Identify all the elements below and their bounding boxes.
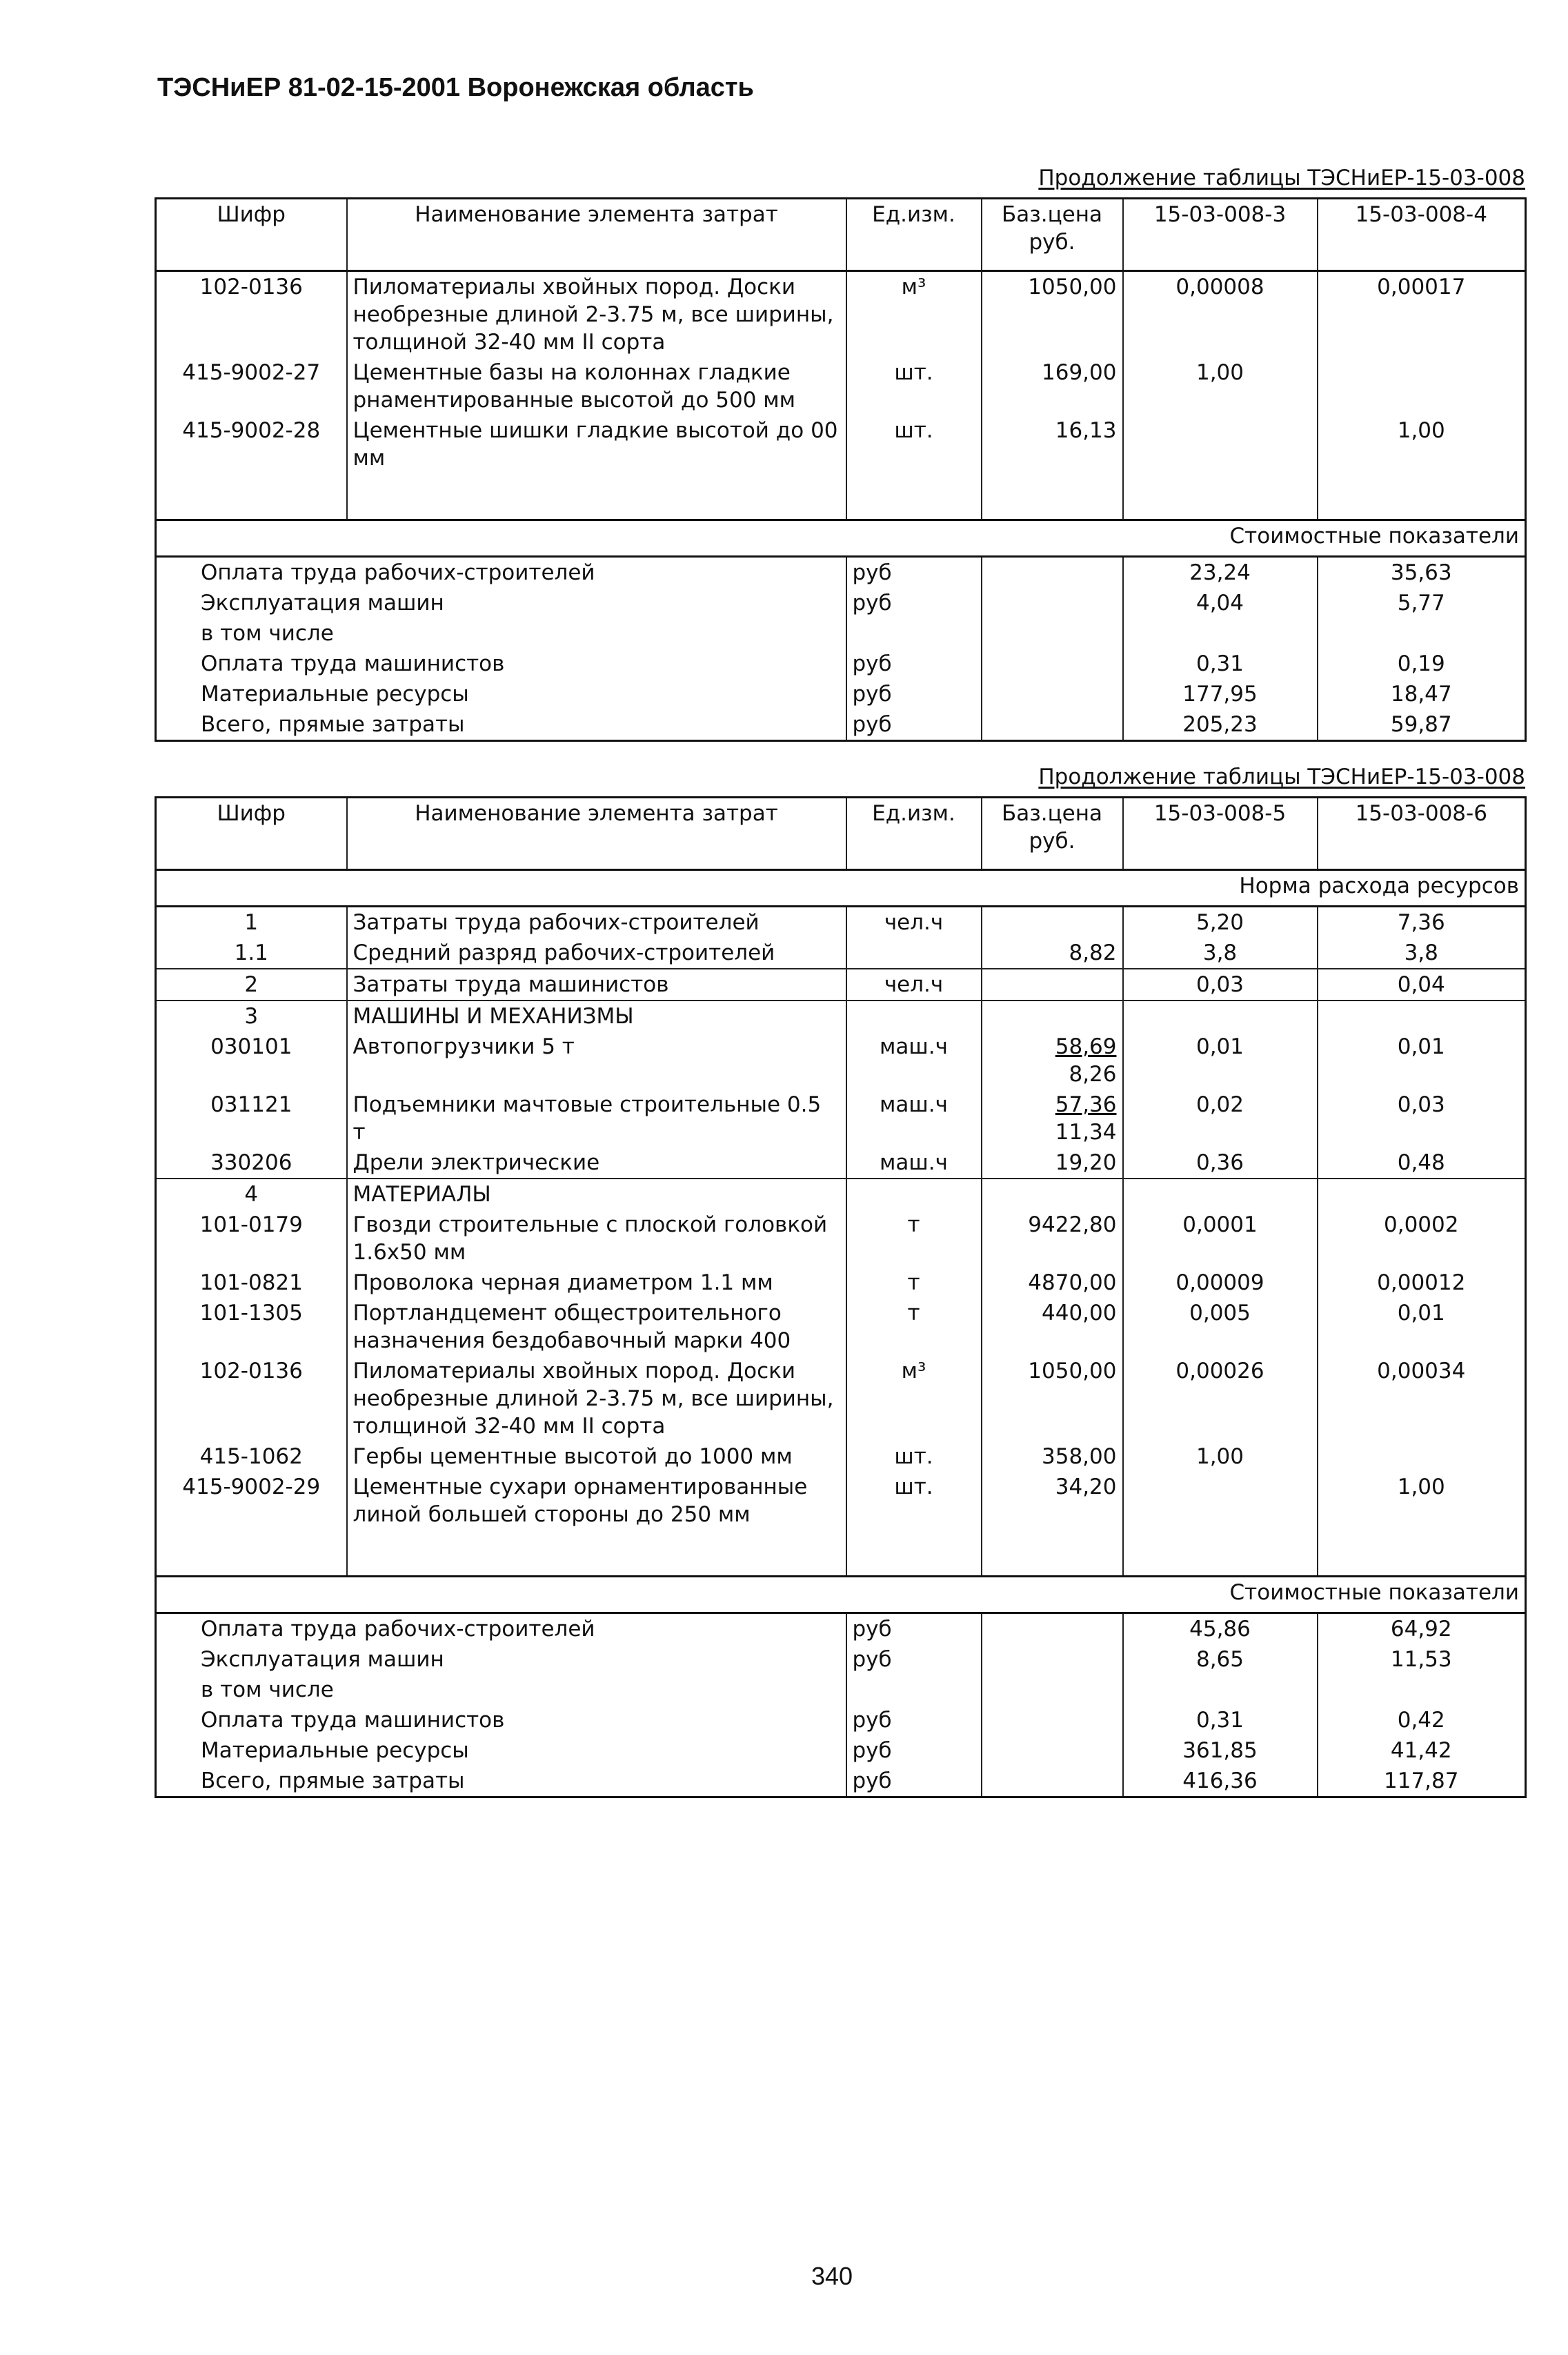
- cost-value-a: 177,95: [1123, 679, 1318, 709]
- resource-name: Гербы цементные высотой до 1000 мм: [347, 1441, 846, 1472]
- cost-empty: [982, 1735, 1123, 1766]
- resource-name: Автопогрузчики 5 т: [347, 1032, 846, 1090]
- resource-price: 16,13: [982, 415, 1123, 473]
- resource-name: Затраты труда машинистов: [347, 969, 846, 1001]
- resource-unit: шт.: [846, 415, 982, 473]
- col-b-header: 15-03-008-4: [1318, 199, 1526, 271]
- table-row: [156, 271, 1526, 358]
- cost-section-header-label: Стоимостные показатели: [156, 1577, 1526, 1613]
- resource-unit: м³: [846, 271, 982, 358]
- norm-value-a: 0,00026: [1123, 1356, 1318, 1441]
- resource-unit: шт.: [846, 1441, 982, 1472]
- cost-row: [156, 649, 1526, 679]
- resource-code: 102-0136: [156, 1356, 347, 1441]
- gap-cell: [156, 473, 347, 520]
- norm-value-b: [1318, 1179, 1526, 1210]
- norm-value-b: 3,8: [1318, 938, 1526, 969]
- cost-empty: [982, 1644, 1123, 1675]
- resource-unit: маш.ч: [846, 1032, 982, 1090]
- cost-label: Всего, прямые затраты: [156, 1766, 846, 1797]
- norm-value-b: 0,04: [1318, 969, 1526, 1001]
- resource-table-1: [155, 197, 1527, 742]
- cost-unit: руб: [846, 557, 982, 589]
- resource-price: 8,82: [982, 938, 1123, 969]
- col-price-header: Баз.цена руб.: [982, 199, 1123, 271]
- col-price-header: Баз.цена руб.: [982, 798, 1123, 870]
- cost-empty: [982, 557, 1123, 589]
- cost-empty: [982, 1766, 1123, 1797]
- cost-value-a: 361,85: [1123, 1735, 1318, 1766]
- cost-label: Материальные ресурсы: [156, 1735, 846, 1766]
- resource-unit: шт.: [846, 357, 982, 415]
- resource-code: 1.1: [156, 938, 347, 969]
- col-a-header: 15-03-008-5: [1123, 798, 1318, 870]
- norm-section-header-label: Норма расхода ресурсов: [156, 870, 1526, 907]
- norm-value-a: 0,02: [1123, 1090, 1318, 1147]
- price-secondary: 11,34: [1055, 1120, 1117, 1145]
- cost-row: [156, 709, 1526, 741]
- table-row: [156, 1032, 1526, 1090]
- gap-cell: [156, 1530, 347, 1577]
- cost-section-header-label: Стоимостные показатели: [156, 520, 1526, 557]
- col-a-header: 15-03-008-3: [1123, 199, 1318, 271]
- col-name-header: Наименование элемента затрат: [347, 199, 846, 271]
- resource-price: [982, 1090, 1123, 1147]
- resource-price: 358,00: [982, 1441, 1123, 1472]
- cost-value-a: 23,24: [1123, 557, 1318, 589]
- resource-code: 031121: [156, 1090, 347, 1147]
- resource-unit: чел.ч: [846, 907, 982, 938]
- cost-empty: [982, 1613, 1123, 1645]
- norm-value-b: 0,01: [1318, 1032, 1526, 1090]
- table-row: [156, 1441, 1526, 1472]
- cost-row: [156, 1735, 1526, 1766]
- col-unit-header: Ед.изм.: [846, 199, 982, 271]
- table-row: [156, 1210, 1526, 1268]
- gap-cell: [1318, 473, 1526, 520]
- resource-price: 19,20: [982, 1147, 1123, 1179]
- norm-value-b: [1318, 357, 1526, 415]
- cost-value-b: [1318, 1675, 1526, 1705]
- cost-row: [156, 618, 1526, 649]
- table-row: [156, 938, 1526, 969]
- cost-unit: руб: [846, 1644, 982, 1675]
- resource-name: Затраты труда рабочих-строителей: [347, 907, 846, 938]
- cost-label: в том числе: [156, 618, 846, 649]
- table1-header-row: [156, 199, 1526, 271]
- col-name-header: Наименование элемента затрат: [347, 798, 846, 870]
- resource-code: 415-1062: [156, 1441, 347, 1472]
- table2-caption: Продолжение таблицы ТЭСНиЕР-15-03-008: [1038, 765, 1525, 789]
- resource-price: [982, 969, 1123, 1001]
- table-row: [156, 415, 1526, 473]
- resource-unit: [846, 1001, 982, 1032]
- resource-price: [982, 907, 1123, 938]
- table-row: [156, 969, 1526, 1001]
- resource-name: Гвозди строительные с плоской головкой 1.6х50 мм: [347, 1210, 846, 1268]
- gap-cell: [347, 473, 846, 520]
- resource-name: Средний разряд рабочих-строителей: [347, 938, 846, 969]
- resource-unit: чел.ч: [846, 969, 982, 1001]
- cost-row: [156, 588, 1526, 618]
- price-main: 57,36: [1055, 1092, 1117, 1117]
- norm-value-a: 0,36: [1123, 1147, 1318, 1179]
- gap-cell: [982, 473, 1123, 520]
- norm-value-b: 0,0002: [1318, 1210, 1526, 1268]
- cost-value-a: 205,23: [1123, 709, 1318, 741]
- cost-unit: руб: [846, 1705, 982, 1735]
- cost-value-b: 11,53: [1318, 1644, 1526, 1675]
- cost-label: Оплата труда рабочих-строителей: [156, 557, 846, 589]
- cost-value-a: 8,65: [1123, 1644, 1318, 1675]
- resource-unit: маш.ч: [846, 1147, 982, 1179]
- cost-label: Оплата труда машинистов: [156, 649, 846, 679]
- cost-value-a: 0,31: [1123, 649, 1318, 679]
- table-row: [156, 357, 1526, 415]
- gap-cell: [846, 1530, 982, 1577]
- table-row: [156, 1356, 1526, 1441]
- resource-price: [982, 1179, 1123, 1210]
- cost-label: Эксплуатация машин: [156, 1644, 846, 1675]
- cost-value-a: [1123, 618, 1318, 649]
- norm-value-a: 0,005: [1123, 1298, 1318, 1356]
- norm-value-a: 1,00: [1123, 357, 1318, 415]
- norm-value-b: 0,00012: [1318, 1268, 1526, 1298]
- norm-value-a: 5,20: [1123, 907, 1318, 938]
- table-gap-row: [156, 1530, 1526, 1577]
- cost-row: [156, 1644, 1526, 1675]
- cost-value-b: 117,87: [1318, 1766, 1526, 1797]
- resource-code: 101-0821: [156, 1268, 347, 1298]
- table-gap-row: [156, 473, 1526, 520]
- cost-label: Материальные ресурсы: [156, 679, 846, 709]
- norm-value-b: [1318, 1001, 1526, 1032]
- cost-unit: руб: [846, 588, 982, 618]
- table-row: [156, 1179, 1526, 1210]
- resource-name: Пиломатериалы хвойных пород. Доски необрезные длиной 2-3.75 м, все ширины, толщиной 32-40 мм II сорта: [347, 271, 846, 358]
- col-unit-header: Ед.изм.: [846, 798, 982, 870]
- cost-value-b: 59,87: [1318, 709, 1526, 741]
- resource-name: Пиломатериалы хвойных пород. Доски необрезные длиной 2-3.75 м, все ширины, толщиной 32-40 мм II сорта: [347, 1356, 846, 1441]
- gap-cell: [846, 473, 982, 520]
- norm-value-b: 0,00017: [1318, 271, 1526, 358]
- table-row: [156, 1147, 1526, 1179]
- cost-row: [156, 557, 1526, 589]
- cost-value-a: [1123, 1675, 1318, 1705]
- gap-cell: [1123, 473, 1318, 520]
- cost-empty: [982, 679, 1123, 709]
- norm-value-b: 0,00034: [1318, 1356, 1526, 1441]
- cost-unit: [846, 618, 982, 649]
- resource-code: 415-9002-29: [156, 1472, 347, 1530]
- cost-unit: [846, 1675, 982, 1705]
- resource-code: 3: [156, 1001, 347, 1032]
- norm-value-a: 0,01: [1123, 1032, 1318, 1090]
- cost-value-a: 416,36: [1123, 1766, 1318, 1797]
- cost-row: [156, 1675, 1526, 1705]
- norm-value-a: 0,0001: [1123, 1210, 1318, 1268]
- resource-code: 330206: [156, 1147, 347, 1179]
- cost-unit: руб: [846, 1766, 982, 1797]
- cost-value-b: 0,42: [1318, 1705, 1526, 1735]
- resource-code: 4: [156, 1179, 347, 1210]
- norm-value-a: [1123, 1472, 1318, 1530]
- norm-value-a: 3,8: [1123, 938, 1318, 969]
- resource-price: 34,20: [982, 1472, 1123, 1530]
- norm-value-b: 0,03: [1318, 1090, 1526, 1147]
- norm-value-a: [1123, 1001, 1318, 1032]
- cost-unit: руб: [846, 649, 982, 679]
- resource-code: 030101: [156, 1032, 347, 1090]
- resource-name: Проволока черная диаметром 1.1 мм: [347, 1268, 846, 1298]
- cost-value-a: 0,31: [1123, 1705, 1318, 1735]
- cost-row: [156, 679, 1526, 709]
- resource-price: 1050,00: [982, 271, 1123, 358]
- norm-section-header: [156, 870, 1526, 907]
- cost-value-b: 5,77: [1318, 588, 1526, 618]
- cost-section-header: [156, 520, 1526, 557]
- resource-unit: шт.: [846, 1472, 982, 1530]
- resource-price: 4870,00: [982, 1268, 1123, 1298]
- cost-value-b: 18,47: [1318, 679, 1526, 709]
- resource-code: 415-9002-28: [156, 415, 347, 473]
- price-main: 58,69: [1055, 1034, 1117, 1059]
- cost-empty: [982, 649, 1123, 679]
- cost-unit: руб: [846, 709, 982, 741]
- table-row: [156, 1298, 1526, 1356]
- resource-code: 415-9002-27: [156, 357, 347, 415]
- resource-name: Цементные шишки гладкие высотой до 00 мм: [347, 415, 846, 473]
- norm-value-b: 7,36: [1318, 907, 1526, 938]
- resource-price: 1050,00: [982, 1356, 1123, 1441]
- resource-unit: [846, 1179, 982, 1210]
- norm-value-a: 0,03: [1123, 969, 1318, 1001]
- cost-empty: [982, 709, 1123, 741]
- cost-value-a: 45,86: [1123, 1613, 1318, 1645]
- cost-value-b: 35,63: [1318, 557, 1526, 589]
- resource-name: МАШИНЫ И МЕХАНИЗМЫ: [347, 1001, 846, 1032]
- table-row: [156, 1090, 1526, 1147]
- cost-row: [156, 1613, 1526, 1645]
- cost-value-b: 41,42: [1318, 1735, 1526, 1766]
- resource-name: Цементные базы на колоннах гладкие рнаментированные высотой до 500 мм: [347, 357, 846, 415]
- resource-code: 102-0136: [156, 271, 347, 358]
- cost-value-a: 4,04: [1123, 588, 1318, 618]
- cost-unit: руб: [846, 1735, 982, 1766]
- page-number: 340: [811, 2262, 853, 2290]
- cost-section-header: [156, 1577, 1526, 1613]
- cost-row: [156, 1766, 1526, 1797]
- cost-unit: руб: [846, 679, 982, 709]
- resource-price: 9422,80: [982, 1210, 1123, 1268]
- resource-unit: т: [846, 1210, 982, 1268]
- norm-value-b: 1,00: [1318, 415, 1526, 473]
- cost-row: [156, 1705, 1526, 1735]
- resource-name: Подъемники мачтовые строительные 0.5 т: [347, 1090, 846, 1147]
- table-row: [156, 1001, 1526, 1032]
- resource-price: 169,00: [982, 357, 1123, 415]
- col-code-header: Шифр: [156, 798, 347, 870]
- resource-code: 101-0179: [156, 1210, 347, 1268]
- resource-name: МАТЕРИАЛЫ: [347, 1179, 846, 1210]
- norm-value-a: 1,00: [1123, 1441, 1318, 1472]
- cost-value-b: 0,19: [1318, 649, 1526, 679]
- resource-table-2: [155, 796, 1527, 1798]
- norm-value-a: [1123, 415, 1318, 473]
- cost-label: Оплата труда рабочих-строителей: [156, 1613, 846, 1645]
- resource-unit: м³: [846, 1356, 982, 1441]
- cost-empty: [982, 1705, 1123, 1735]
- table-row: [156, 907, 1526, 938]
- resource-unit: [846, 938, 982, 969]
- gap-cell: [347, 1530, 846, 1577]
- table-row: [156, 1268, 1526, 1298]
- cost-unit: руб: [846, 1613, 982, 1645]
- resource-name: Портландцемент общестроительного назначения бездобавочный марки 400: [347, 1298, 846, 1356]
- col-b-header: 15-03-008-6: [1318, 798, 1526, 870]
- cost-label: Оплата труда машинистов: [156, 1705, 846, 1735]
- cost-label: Эксплуатация машин: [156, 588, 846, 618]
- resource-unit: маш.ч: [846, 1090, 982, 1147]
- resource-code: 1: [156, 907, 347, 938]
- document-header: ТЭСНиЕР 81-02-15-2001 Воронежская область: [157, 73, 754, 102]
- resource-price: 440,00: [982, 1298, 1123, 1356]
- cost-empty: [982, 1675, 1123, 1705]
- resource-name: Цементные сухари орнаментированные линой большей стороны до 250 мм: [347, 1472, 846, 1530]
- gap-cell: [982, 1530, 1123, 1577]
- norm-value-a: 0,00009: [1123, 1268, 1318, 1298]
- cost-label: Всего, прямые затраты: [156, 709, 846, 741]
- norm-value-b: 1,00: [1318, 1472, 1526, 1530]
- cost-empty: [982, 618, 1123, 649]
- col-code-header: Шифр: [156, 199, 347, 271]
- norm-value-b: 0,01: [1318, 1298, 1526, 1356]
- resource-unit: т: [846, 1298, 982, 1356]
- table-row: [156, 1472, 1526, 1530]
- norm-value-b: 0,48: [1318, 1147, 1526, 1179]
- cost-label: в том числе: [156, 1675, 846, 1705]
- resource-price: [982, 1032, 1123, 1090]
- price-secondary: 8,26: [1069, 1062, 1117, 1087]
- table2-header-row: [156, 798, 1526, 870]
- cost-empty: [982, 588, 1123, 618]
- norm-value-a: 0,00008: [1123, 271, 1318, 358]
- gap-cell: [1318, 1530, 1526, 1577]
- norm-value-b: [1318, 1441, 1526, 1472]
- resource-code: 101-1305: [156, 1298, 347, 1356]
- gap-cell: [1123, 1530, 1318, 1577]
- cost-value-b: 64,92: [1318, 1613, 1526, 1645]
- resource-price: [982, 1001, 1123, 1032]
- table1-caption: Продолжение таблицы ТЭСНиЕР-15-03-008: [1038, 166, 1525, 190]
- norm-value-a: [1123, 1179, 1318, 1210]
- cost-value-b: [1318, 618, 1526, 649]
- resource-name: Дрели электрические: [347, 1147, 846, 1179]
- resource-unit: т: [846, 1268, 982, 1298]
- resource-code: 2: [156, 969, 347, 1001]
